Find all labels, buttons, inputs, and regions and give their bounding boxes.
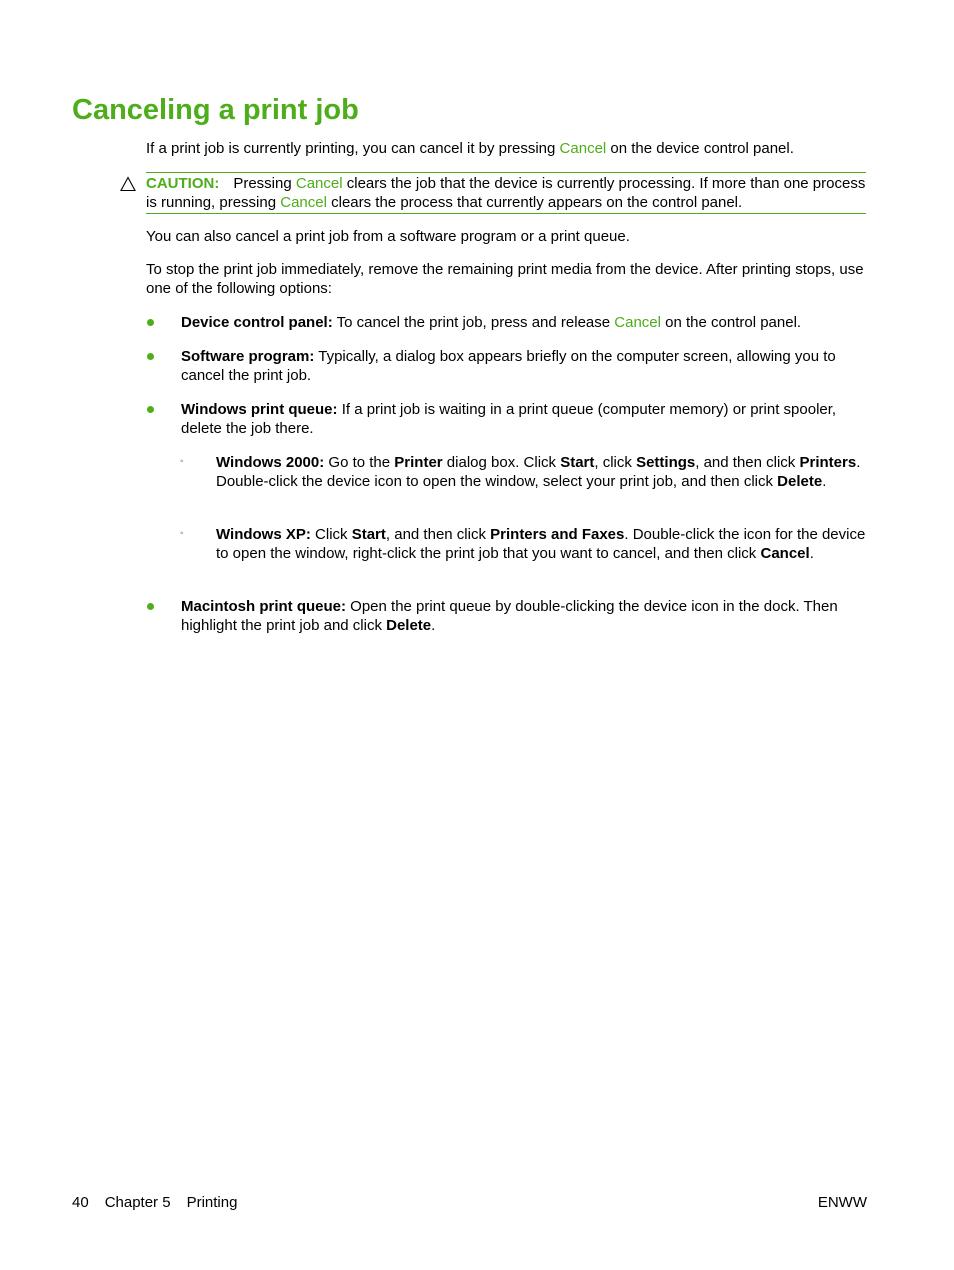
chapter-label: Chapter 5 [104, 1194, 171, 1211]
list-item-windows-print-queue: Windows print queue: If a print job is waiting in a print queue (computer memory) or print spooler, delete the job there. [181, 401, 837, 437]
sub-bullet-icon: ◦ [180, 456, 184, 467]
list-item-macintosh-print-queue: Macintosh print queue: Open the print queue by double-clicking the device icon in the dock. Then highlight the print job and click Delete. [181, 598, 838, 634]
bullet-icon [146, 350, 158, 362]
list-item-software-program: Software program: Typically, a dialog box appears briefly on the computer screen, allowing you to cancel the print job. [181, 348, 836, 384]
bullet-icon [146, 403, 158, 415]
bullet-icon [146, 600, 158, 612]
section-label: Printing [186, 1194, 238, 1211]
paragraph-stop-job: To stop the print job immediately, remove the remaining print media from the device. After printing stops, use one of the following options: [146, 261, 864, 297]
sub-bullet-icon: ◦ [180, 528, 184, 539]
bullet-icon [146, 316, 158, 328]
sub-item-windows-xp: Windows XP: Click Start, and then click Printers and Faxes. Double-click the icon for the device to open the window, right-click the print job that you want to cancel, and then click Cancel. [216, 526, 866, 562]
page-number: 40 [72, 1194, 89, 1211]
caution-note: CAUTION: Pressing Cancel clears the job that the device is currently processing. If more than one process is running, pressing Cancel clears the process that currently appears on the control panel. [146, 172, 866, 214]
intro-paragraph: If a print job is currently printing, you can cancel it by pressing Cancel on the device control panel. [146, 140, 794, 157]
page-footer-left [72, 1193, 253, 1212]
cancel-button-reference: Cancel [559, 140, 607, 157]
caution-icon [120, 176, 136, 192]
paragraph-alternatives: You can also cancel a print job from a software program or a print queue. [146, 228, 630, 245]
page-title: Canceling a print job [72, 94, 359, 126]
page-footer-right: ENWW [817, 1194, 867, 1211]
cancel-button-reference: Cancel [280, 194, 327, 211]
caution-label: CAUTION: [146, 175, 220, 192]
sub-item-windows-2000: Windows 2000: Go to the Printer dialog box. Click Start, click Settings, and then click Printers. Double-click the device icon to open the window, select your print job, and then click Delete. [216, 454, 861, 490]
list-item-device-control-panel: Device control panel: To cancel the print job, press and release Cancel on the control panel. [181, 314, 802, 331]
cancel-button-reference: Cancel [295, 175, 343, 192]
cancel-button-reference: Cancel [614, 314, 661, 331]
